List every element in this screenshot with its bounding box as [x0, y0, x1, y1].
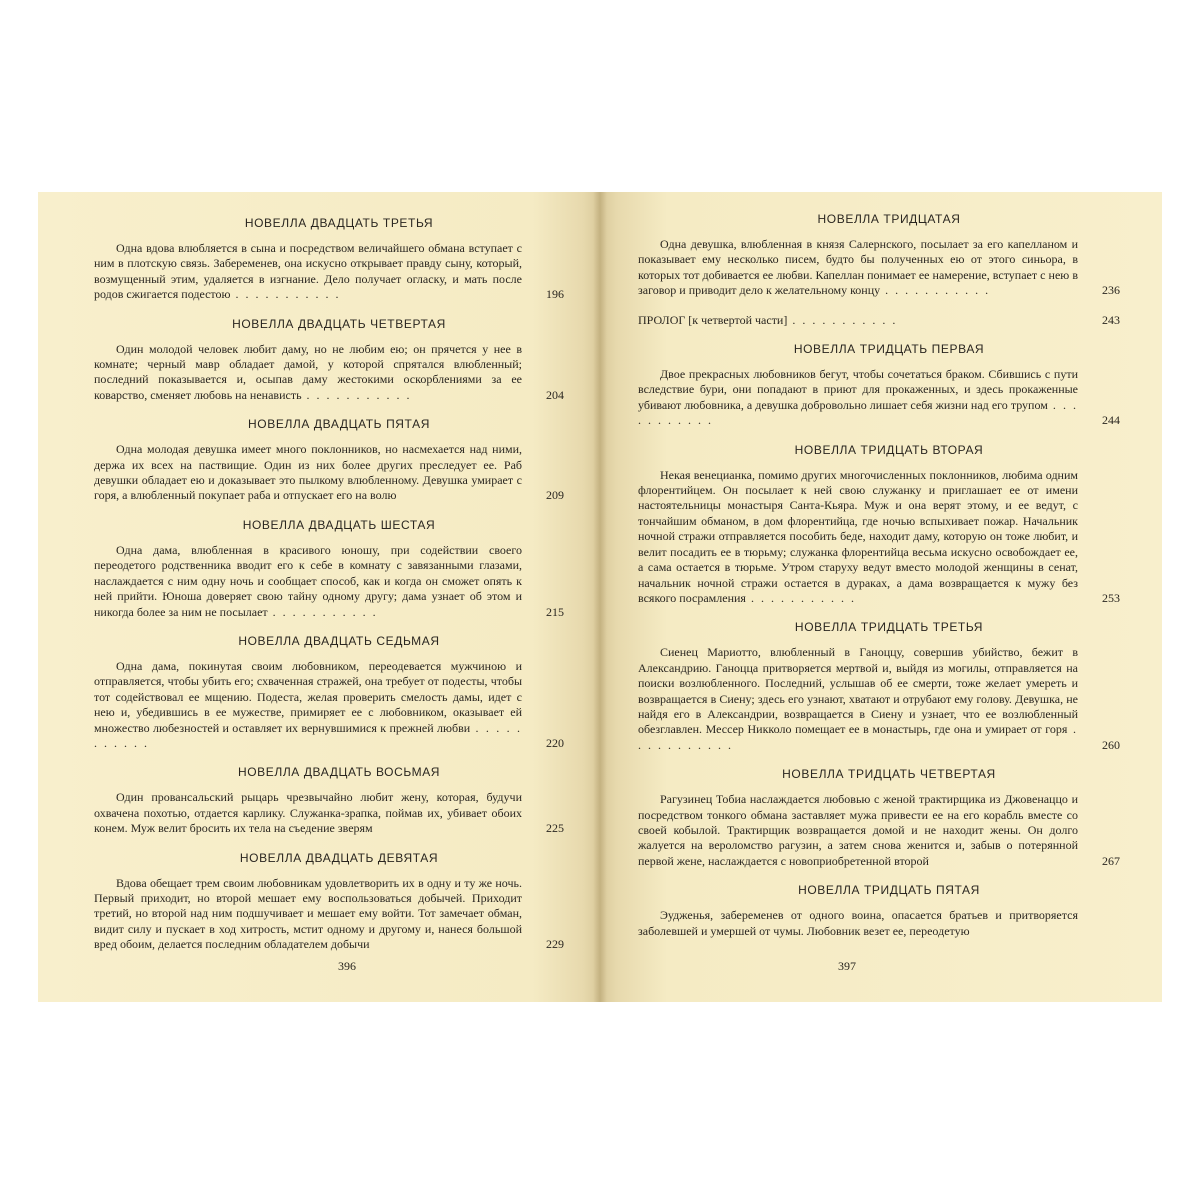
folio-number: 397 — [838, 959, 856, 973]
toc-entry — [94, 851, 564, 953]
novella-summary: Одна вдова влюбляется в сына и посредством величайшего обмана вступает с ним в плотскую связь. Забеременев, она искусно открывает правду сыну, который, возмущенный этим, удаляется в изгнание. Дело получает огласку, и мать после родов сжигается подестою . . . — [94, 241, 532, 303]
novella-heading: НОВЕЛЛА ТРИДЦАТЬ ВТОРАЯ — [794, 442, 984, 457]
page-number: 243 — [1102, 312, 1120, 327]
toc-entry — [94, 317, 564, 404]
toc-entry — [94, 634, 564, 751]
novella-summary: Двое прекрасных любовников бегут, чтобы сочетаться браком. Сбившись с пути вследствие бури, они попадают в приют для прокаженных, и здесь прокаженные убивают любовника, а девушка добровольно лишает себя жизни над его трупом . . . — [638, 367, 1088, 429]
page-number: 253 — [1102, 590, 1120, 605]
novella-heading: НОВЕЛЛА ДВАДЦАТЬ ТРЕТЬЯ — [244, 216, 434, 230]
toc-entry — [94, 765, 564, 836]
folio-number: 396 — [338, 959, 356, 973]
page-number: 229 — [546, 937, 564, 952]
page-number: 236 — [1102, 283, 1120, 298]
novella-summary: Сиенец Мариотто, влюбленный в Ганоццу, совершив убийство, бежит в Александрию. Ганоцца притворяется мертвой и, выйдя из могилы, отправляется на поиски возлюбленного. Последний, услышав об ее смерти, тоже желает умереть и возвращается в Сиену; здесь его узнают, хватают и отрубают ему голову. Девушка, не найдя его в Александрии, возвращается в Сиену и узнает, что ее возлюбленный обезглавлен. Мессер Никколо помещает ее в монастырь, где она и умирает от горя . . . — [638, 645, 1088, 753]
novella-heading: НОВЕЛЛА ДВАДЦАТЬ ЧЕТВЕРТАЯ — [232, 316, 446, 331]
novella-summary: Одна девушка, влюбленная в князя Салернского, посылает за его капелланом и показывает ему несколько писем, будто бы полученных ею от этого синьора, в которых тот добивается ее любви. Капеллан понимает ее намерение, вступает с нею в заговор и приводит дело к желательному концу . . . — [638, 237, 1088, 299]
novella-heading: НОВЕЛЛА ТРИДЦАТАЯ — [817, 212, 961, 226]
novella-summary: Один молодой человек любит даму, но не любим ею; он прячется у нее в комнате; черный мавр обладает дамой, у которой спрятался влюбленный; последний показывается и, осыпав даму жестокими оскорблениями за ее коварство, сменяет любовь на ненависть . . . — [94, 342, 532, 404]
toc-entry — [94, 417, 564, 504]
prologue-title: ПРОЛОГ [к четвертой части] . . . — [638, 313, 1088, 328]
open-book — [38, 192, 1162, 1002]
novella-heading: НОВЕЛЛА ДВАДЦАТЬ СЕДЬМАЯ — [238, 633, 440, 648]
toc-entry — [638, 212, 1120, 299]
page-number: 215 — [546, 604, 564, 619]
page-number: 260 — [1102, 737, 1120, 752]
novella-heading: НОВЕЛЛА ДВАДЦАТЬ ПЯТАЯ — [248, 417, 430, 432]
book-gutter — [593, 192, 607, 1002]
page-number: 225 — [546, 821, 564, 836]
novella-summary: Эудженья, забеременев от одного воина, опасается братьев и притворяется заболевшей и умершей от чумы. Любовник везет ее, переодетую — [638, 908, 1078, 938]
novella-summary: Некая венецианка, помимо других многочисленных поклонников, любима одним флорентийцем. Он посылает к ней свою служанку и приглашает ее от имени настоятельницы монастыря Санта-Кьяра. Муж и она верят этому, и ее ведут, с тончайшим обманом, в дом флорентийца, где ночью вспыхивает пожар. Начальник ночной стражи отправляется пособить беде, находит даму, которую он тоже любит, и велит посадить ее в тюрьму; служанка флорентийца весьма искусно освобождает ее, а сама остается в тюрьме. Утром старуху ведут вместо молодой женщины в сенат, начальник ночной стражи остается в дураках, а дама возвращается к мужу без всякого посрамления . . . — [638, 468, 1088, 607]
toc-entry — [94, 518, 564, 620]
novella-heading: НОВЕЛЛА ДВАДЦАТЬ ВОСЬМАЯ — [237, 765, 441, 780]
novella-heading: НОВЕЛЛА ТРИДЦАТЬ ЧЕТВЕРТАЯ — [782, 767, 996, 782]
toc-entry — [638, 883, 1120, 939]
toc-entry-prologue — [638, 313, 1120, 328]
page-number: 196 — [546, 287, 564, 302]
novella-summary: Рагузинец Тобиа наслаждается любовью с женой трактирщика из Джовенаццо и посредством тонкого обмана заставляет мужа привести ее на его корабль вместе со своей кобылой. Трактирщик возвращается домой и не находит жены. Он долго жалуется на вероломство рагузин, а затем снова женится и, забыв о потерянной первой жене, наслаждается с новоприобретенной второй — [638, 792, 1078, 868]
novella-summary: Одна дама, покинутая своим любовником, переодевается мужчиною и отправляется, чтобы убить его; схваченная стражей, она требует от подесты, чтобы тот содействовал ее мщению. Подеста, желая проверить смелость дамы, идет с нею и, убедившись в ее мужестве, примиряет ее с любовником, оказывает ей множество любезностей и оставляет их вернувшимися к прежней любви . . . — [94, 659, 532, 751]
page-number: 209 — [546, 488, 564, 503]
toc-entry — [94, 216, 564, 303]
toc-entry — [638, 620, 1120, 753]
toc-entry — [638, 767, 1120, 869]
page-number: 267 — [1102, 853, 1120, 868]
novella-heading: НОВЕЛЛА ДВАДЦАТЬ ДЕВЯТАЯ — [239, 850, 439, 865]
novella-summary: Одна молодая девушка имеет много поклонников, но насмехается над ними, держа их всех на паствищие. Один из них более других преследует ее. Раб девушки обладает ею и доказывает это пылкому влюбленному. Девушка умирает с горя, а влюбленный покупает раба и отпускает его на волю — [94, 442, 522, 503]
page-number: 204 — [546, 387, 564, 402]
toc-entry — [638, 443, 1120, 607]
novella-summary: Один провансальский рыцарь чрезвычайно любит жену, которая, будучи охвачена похотью, отдается карлику. Служанка-зрапка, поймав их, убивает обоих конем. Муж велит бросить их тела на съедение зверям — [94, 790, 522, 836]
left-page — [38, 192, 600, 1002]
novella-summary: Одна дама, влюбленная в красивого юношу, при содействии своего переодетого родственника вводит его к себе в комнату с завязанными глазами, наслаждается с ним одну ночь и сообщает способ, как и когда он сможет опять к ней прийти. Юноша доверяет свою тайну одному другу; дама узнает об этом и никогда более за ним не посылает . . . — [94, 543, 532, 620]
novella-heading: НОВЕЛЛА ТРИДЦАТЬ ПЯТАЯ — [798, 883, 980, 898]
toc-entry — [638, 342, 1120, 429]
novella-summary: Вдова обещает трем своим любовникам удовлетворить их в одну и ту же ночь. Первый приходит, но второй мешает ему воспользоваться добычей. Приходит третий, но второй над ним подшучивает и мешает ему войти. Тот замечает обман, видит силу и пускает в ход хитрость, мстит одному и другому и, нанеся большой вред обоим, делается последним обладателем добычи — [94, 875, 522, 952]
novella-heading: НОВЕЛЛА ТРИДЦАТЬ ТРЕТЬЯ — [794, 620, 984, 635]
right-page — [600, 192, 1162, 1002]
novella-heading: НОВЕЛЛА ТРИДЦАТЬ ПЕРВАЯ — [793, 342, 985, 357]
page-number: 244 — [1102, 413, 1120, 428]
novella-heading: НОВЕЛЛА ДВАДЦАТЬ ШЕСТАЯ — [242, 517, 436, 532]
page-number: 220 — [546, 735, 564, 750]
